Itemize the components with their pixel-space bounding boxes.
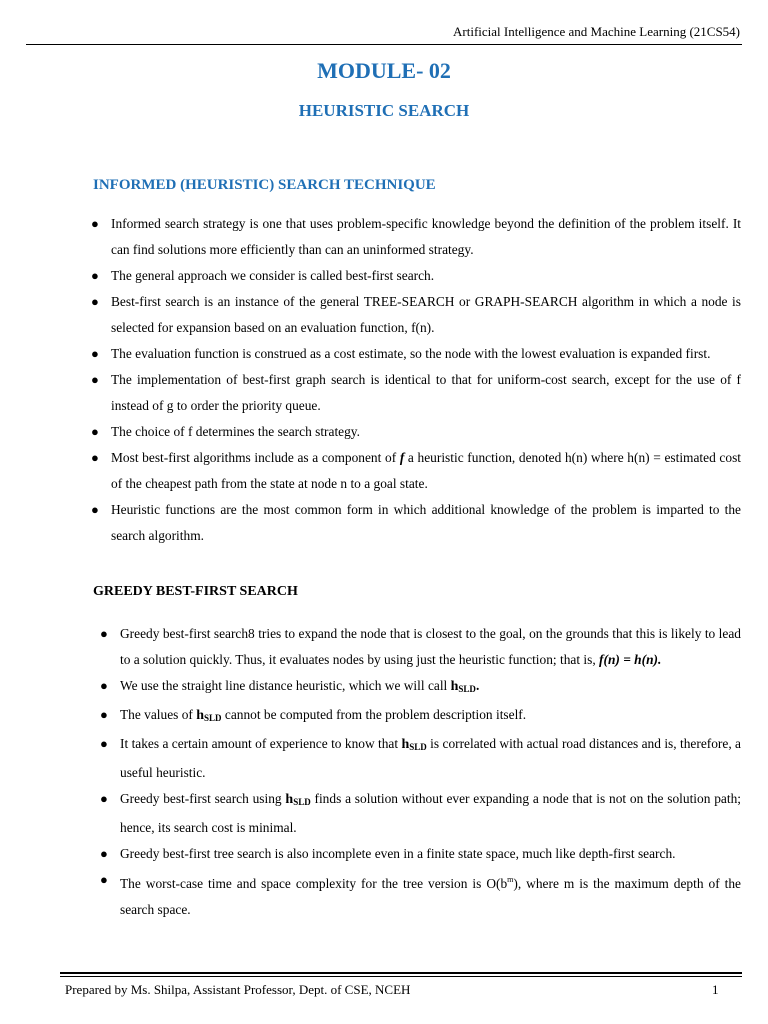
greedy-search-list xyxy=(0,621,768,923)
list-item: ● The worst-case time and space complexity for the tree version is $O(b^m)$, where m is the maximum depth of the search space. xyxy=(0,867,768,923)
bullet-icon: ● xyxy=(100,626,108,641)
section-heading-informed-search: INFORMED (HEURISTIC) SEARCH TECHNIQUE xyxy=(93,177,436,193)
bullet-icon: ● xyxy=(100,707,108,722)
list-item: ● Best-first search is an instance of the general TREE-SEARCH or GRAPH-SEARCH algorithm in which a node is selected for expansion based on an evaluation function, f(n). xyxy=(0,289,768,341)
page-number: 1 xyxy=(712,982,719,997)
footer-rule-thick xyxy=(60,972,742,974)
list-item: ● The implementation of best-first graph search is identical to that for uniform-cost search, except for the use of f instead of g to order the priority queue. xyxy=(0,367,768,419)
bullet-icon: ● xyxy=(91,502,99,517)
superscript: m xyxy=(507,875,514,884)
bullet-icon: ● xyxy=(91,216,99,231)
module-title: MODULE- 02 xyxy=(317,58,451,83)
bullet-icon: ● xyxy=(91,268,99,283)
bullet-icon: ● xyxy=(91,424,99,439)
section-heading-greedy-search: GREEDY BEST-FIRST SEARCH xyxy=(93,584,298,599)
list-item: ● We use the straight line distance heuristic, which we will call $h_{SLD}$. xyxy=(0,673,768,702)
bullet-icon: ● xyxy=(100,791,108,806)
list-item: ● Greedy best-first search8 tries to expand the node that is closest to the goal, on the grounds that this is likely to lead to a solution quickly. Thus, it evaluates nodes by using just the heuristic function; that is, f(n) = h(n). xyxy=(0,621,768,673)
hsld-term: $h_{SLD}$ xyxy=(196,708,222,723)
list-item: ● Most best-first algorithms include as a component of f a heuristic function, denoted h(n) where h(n) = estimated cost of the cheapest path from the state at node n to a goal state. xyxy=(0,445,768,497)
hsld-term: $h_{SLD}$ xyxy=(450,679,476,694)
list-item: ● The general approach we consider is called best-first search. xyxy=(0,263,768,289)
footer-rule-thin xyxy=(60,976,742,977)
bullet-icon: ● xyxy=(91,450,99,465)
list-item: ● Informed search strategy is one that uses problem-specific knowledge beyond the definition of the problem itself. It can find solutions more efficiently than can an uninformed strategy. xyxy=(0,211,768,263)
hsld-term: $h_{SLD}$ xyxy=(285,792,311,807)
hsld-term: $h_{SLD}$ xyxy=(401,737,427,752)
bullet-icon: ● xyxy=(91,294,99,309)
list-item: ● Greedy best-first tree search is also incomplete even in a finite state space, much like depth-first search. xyxy=(0,841,768,867)
bullet-icon: ● xyxy=(100,846,108,861)
list-item: ● The choice of f determines the search strategy. xyxy=(0,419,768,445)
page-header: Artificial Intelligence and Machine Learning (21CS54) xyxy=(453,24,740,39)
formula: f(n) = h(n). xyxy=(599,652,662,667)
bullet-icon: ● xyxy=(91,346,99,361)
bullet-icon: ● xyxy=(100,678,108,693)
bullet-icon: ● xyxy=(100,872,108,887)
footer-prepared-by: Prepared by Ms. Shilpa, Assistant Professor, Dept. of CSE, NCEH xyxy=(65,982,411,997)
header-divider xyxy=(26,44,742,45)
bullet-icon: ● xyxy=(91,372,99,387)
list-item: ● Greedy best-first search using $h_{SLD}$ finds a solution without ever expanding a node that is not on the solution path; hence, its search cost is minimal. xyxy=(0,786,768,841)
list-item: ● The values of $h_{SLD}$ cannot be computed from the problem description itself. xyxy=(0,702,768,731)
list-item: ● It takes a certain amount of experience to know that $h_{SLD}$ is correlated with actual road distances and is, therefore, a useful heuristic. xyxy=(0,731,768,786)
bullet-icon: ● xyxy=(100,736,108,751)
list-item: ● Heuristic functions are the most common form in which additional knowledge of the problem is imparted to the search algorithm. xyxy=(0,497,768,549)
informed-search-list xyxy=(0,211,768,549)
list-item: ● The evaluation function is construed as a cost estimate, so the node with the lowest evaluation is expanded first. xyxy=(0,341,768,367)
module-subtitle: HEURISTIC SEARCH xyxy=(298,101,470,120)
